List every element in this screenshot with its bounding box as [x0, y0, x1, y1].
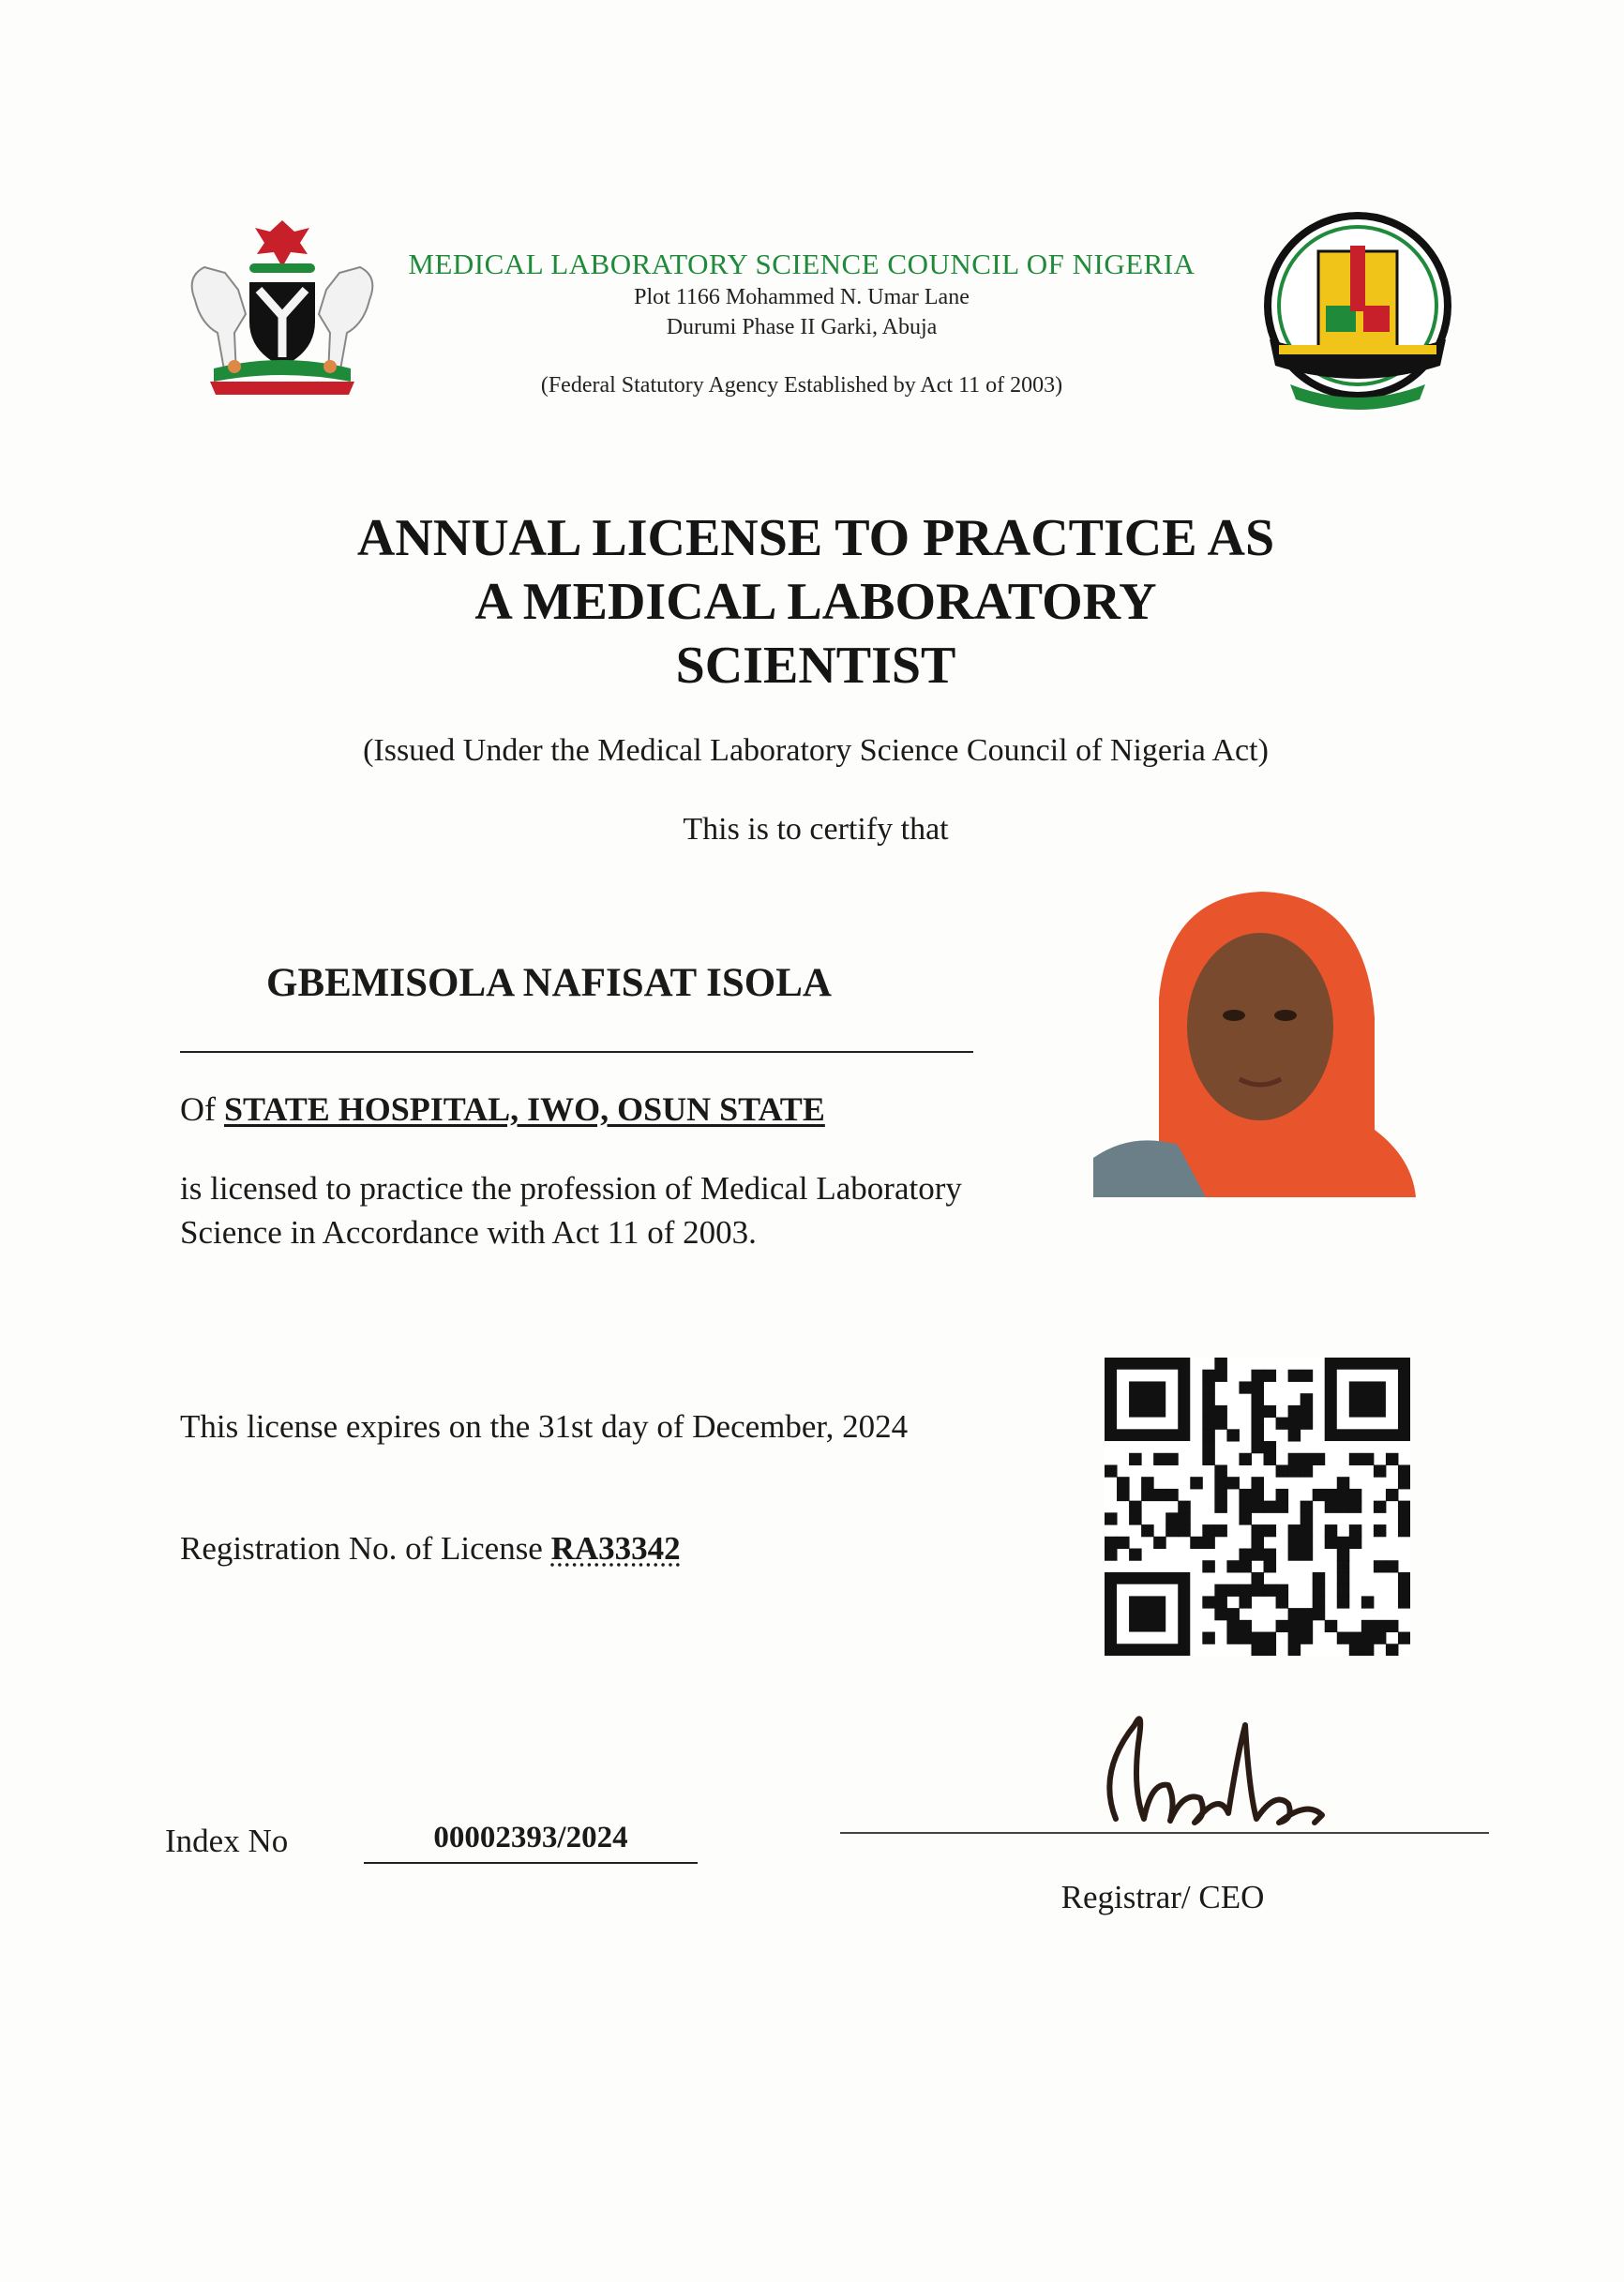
signature-line	[840, 1832, 1489, 1834]
organization-name: MEDICAL LABORATORY SCIENCE COUNCIL OF NIGERIA	[408, 248, 1195, 280]
name-underline	[180, 1051, 973, 1053]
license-title	[225, 506, 1406, 698]
certify-text: This is to certify that	[683, 812, 949, 847]
title-line-3: SCIENTIST	[675, 637, 956, 695]
issued-under-text: (Issued Under the Medical Laboratory Science Council of Nigeria Act)	[363, 733, 1269, 768]
registrar-title: Registrar/ CEO	[1060, 1879, 1265, 1915]
address-line-1: Plot 1166 Mohammed N. Umar Lane	[634, 285, 970, 309]
holder-photo	[1093, 886, 1416, 1197]
registration-number: RA33342	[550, 1530, 681, 1567]
license-holder-name: GBEMISOLA NAFISAT ISOLA	[266, 961, 832, 1005]
registration-label: Registration No. of License	[180, 1530, 543, 1567]
of-prefix: Of	[180, 1090, 216, 1128]
title-line-2: A MEDICAL LABORATORY	[474, 573, 1157, 631]
institution-line	[180, 1089, 825, 1129]
expiry-statement: This license expires on the 31st day of December, 2024	[180, 1408, 909, 1445]
institution-name: STATE HOSPITAL, IWO, OSUN STATE	[224, 1090, 825, 1128]
index-number-value: 00002393/2024	[433, 1821, 628, 1854]
coat-of-arms-icon	[176, 211, 388, 398]
agency-status: (Federal Statutory Agency Established by Act 11 of 2003)	[540, 373, 1063, 398]
index-number-underline	[364, 1862, 698, 1864]
registration-number-line	[180, 1530, 681, 1568]
title-line-1: ANNUAL LICENSE TO PRACTICE AS	[356, 509, 1275, 567]
address-line-2: Durumi Phase II Garki, Abuja	[666, 315, 938, 339]
verification-qr-code	[1105, 1358, 1410, 1656]
license-statement: is licensed to practice the profession of Medical Laboratory Science in Accordance with Act 11 of 2003.	[180, 1170, 962, 1251]
index-number-label: Index No	[165, 1823, 289, 1859]
registrar-signature	[1078, 1688, 1341, 1838]
council-seal-icon	[1253, 208, 1463, 418]
